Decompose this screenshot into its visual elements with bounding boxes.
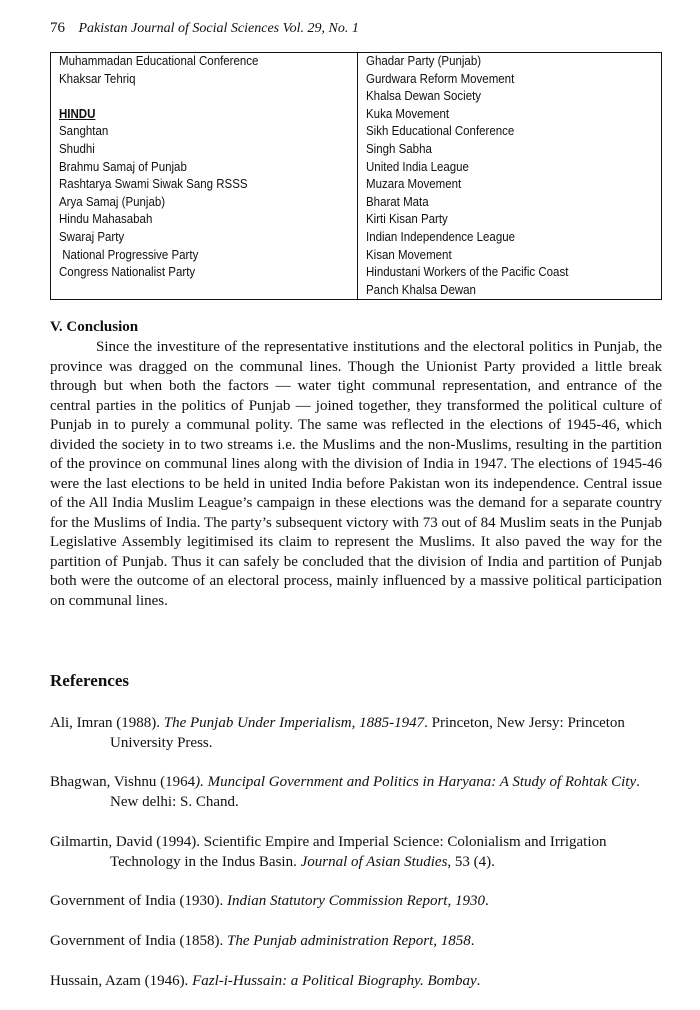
conclusion-text: Since the investiture of the representative institutions and the electoral politics in Punjab, the province was dragged on the communal lines. Though the Unionist Party provided a little break through but when both the factors — water tight communal representation, and entrance of the central parties in the politics of Punjab — joined together, they transformed the political culture of Punjab in to purely a communal polity. The same was reflected in the elections of 1945-46, which divided the society in to two streams i.e. the Muslims and the non-Muslims, resulting in the partition of the province on communal lines along with the division of India in 1947. The elections of 1945-46 were the last elections to be held in united India before Pakistan won its independence. Central issue of the All India Muslim League’s campaign in these elections was the demand for a separate country for the Muslims of India. The party’s subsequent victory with 73 out of 84 Muslim seats in the Punjab Legislative Assembly legitimised its claim to represent the Muslims. It also paved the way for the partition of Punjab. Thus it can safely be concluded that the division of India and partition of Punjab both were the outcome of an electoral process, mainly influenced by a massive political participation on communal lines. xyxy=(50,339,662,609)
table-cell-item: Hindu Mahasabah xyxy=(59,212,153,227)
table-cell-item: Brahmu Samaj of Punjab xyxy=(59,159,187,174)
table-cell-item: Shudhi xyxy=(59,141,95,156)
table-cell-item: Kisan Movement xyxy=(366,247,452,262)
conclusion-paragraph xyxy=(50,338,662,611)
table-category-heading: HINDU xyxy=(59,106,96,121)
reference-item: Hussain, Azam (1946). Fazl-i-Hussain: a Political Biography. Bombay. xyxy=(50,973,481,989)
table-cell-item xyxy=(59,88,326,106)
table-cell-item: Swaraj Party xyxy=(59,229,125,244)
table-cell-item: Congress Nationalist Party xyxy=(59,265,196,280)
table-cell-item: National Progressive Party xyxy=(59,247,199,262)
table-cell-item: United India League xyxy=(366,159,469,174)
table-cell-item: Muhammadan Educational Conference xyxy=(59,54,259,68)
section-title: V. Conclusion xyxy=(50,319,139,335)
table-cell-item: Gurdwara Reform Movement xyxy=(366,71,515,86)
left-column xyxy=(51,53,358,300)
running-head xyxy=(50,20,359,37)
table-cell-item: Khalsa Dewan Society xyxy=(366,89,482,104)
table-cell-item: Singh Sabha xyxy=(366,141,432,156)
table-cell-item: Panch Khalsa Dewan xyxy=(366,282,476,297)
table-cell-item: Sanghtan xyxy=(59,124,109,139)
table-cell-item: Muzara Movement xyxy=(366,177,462,192)
reference-item: Bhagwan, Vishnu (1964). Muncipal Government and Politics in Haryana: A Study of Rohtak City. New delhi: S. Chand. xyxy=(50,774,640,810)
reference-item: Government of India (1858). The Punjab administration Report, 1858. xyxy=(50,933,475,949)
reference-item: Government of India (1930). Indian Statutory Commission Report, 1930. xyxy=(50,893,489,909)
table-cell-item: Kuka Movement xyxy=(366,106,450,121)
reference-item: Gilmartin, David (1994). Scientific Empire and Imperial Science: Colonialism and Irrigation Technology in the Indus Basin. Journal of Asian Studies, 53 (4). xyxy=(50,834,607,870)
table-cell-item: Hindustani Workers of the Pacific Coast xyxy=(366,265,569,280)
reference-item: Ali, Imran (1988). The Punjab Under Imperialism, 1885-1947. Princeton, New Jersy: Princeton University Press. xyxy=(50,715,625,751)
table-cell-item: Kirti Kisan Party xyxy=(366,212,448,227)
table-cell-item: Bharat Mata xyxy=(366,194,429,209)
organizations-table xyxy=(50,52,662,300)
table-cell-item: Arya Samaj (Punjab) xyxy=(59,194,166,209)
table-cell-item: Sikh Educational Conference xyxy=(366,124,515,139)
table-cell-item: Khaksar Tehriq xyxy=(59,71,136,86)
table-row xyxy=(51,53,662,300)
table-cell-item: Ghadar Party (Punjab) xyxy=(366,54,482,68)
table-cell-item: Indian Independence League xyxy=(366,229,516,244)
references-heading: References xyxy=(50,671,129,690)
table-cell-item: Rashtarya Swami Siwak Sang RSSS xyxy=(59,177,248,192)
right-column xyxy=(358,53,662,300)
journal-title: Pakistan Journal of Social Sciences Vol. 29, No. 1 xyxy=(78,21,359,36)
page-number: 76 xyxy=(50,20,65,36)
